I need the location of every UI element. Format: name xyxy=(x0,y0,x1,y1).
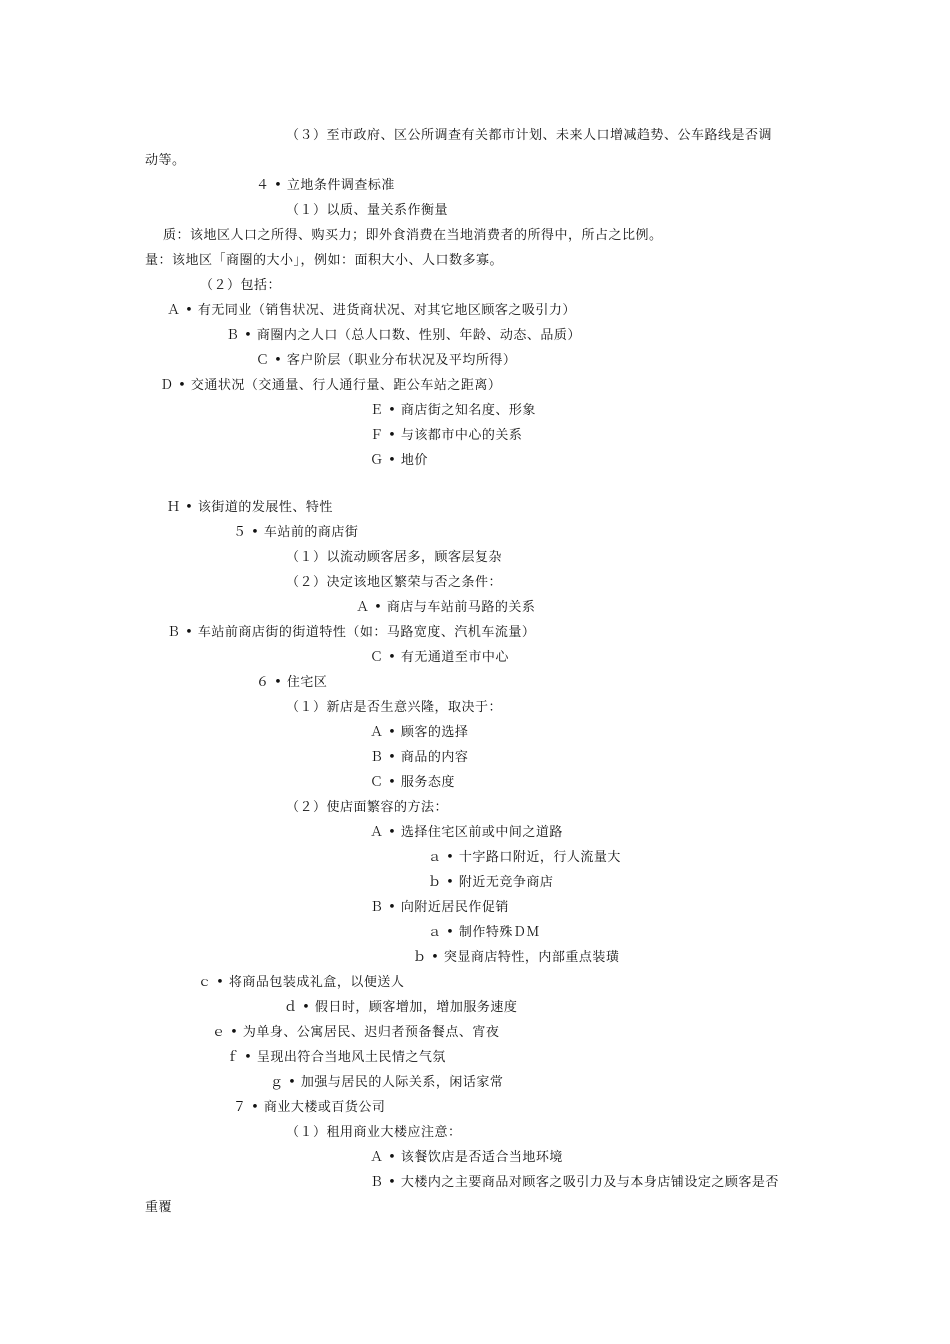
section-heading: ５ • 车站前的商店街 xyxy=(233,525,359,540)
list-item: ｂ • 附近无竞争商店 xyxy=(428,875,554,890)
list-item: Ａ • 选择住宅区前或中间之道路 xyxy=(370,825,563,840)
text-line: （１）以质、量关系作衡量 xyxy=(286,203,449,218)
list-item: Ｅ • 商店街之知名度、形象 xyxy=(370,403,536,418)
list-item: Ｂ • 向附近居民作促销 xyxy=(370,900,509,915)
list-item: Ｃ • 服务态度 xyxy=(370,775,455,790)
list-item: Ｃ • 客户阶层（职业分布状况及平均所得） xyxy=(256,353,517,368)
list-item: ａ • 制作特殊ＤＭ xyxy=(428,925,540,940)
text-line: 量：该地区「商圈的大小」，例如：面积大小、人口数多寡。 xyxy=(145,253,504,268)
list-item: Ａ • 该餐饮店是否适合当地环境 xyxy=(370,1150,563,1165)
list-item: ａ • 十字路口附近，行人流量大 xyxy=(428,850,621,865)
section-heading: ７ • 商业大楼或百货公司 xyxy=(233,1100,386,1115)
text-line: （２）使店面繁容的方法： xyxy=(286,800,449,815)
text-line: （１）新店是否生意兴隆，取决于： xyxy=(286,700,503,715)
list-item: Ｂ • 大楼内之主要商品对顾客之吸引力及与本身店铺设定之顾客是否 xyxy=(370,1175,779,1190)
list-item: Ｂ • 商品的内容 xyxy=(370,750,469,765)
text-line: （２）包括： xyxy=(200,278,282,293)
text-line: 动等。 xyxy=(145,153,186,168)
text-line: （１）以流动顾客居多，顾客层复杂 xyxy=(286,550,503,565)
list-item: Ａ • 有无同业（销售状况、进货商状况、对其它地区顾客之吸引力） xyxy=(167,303,576,318)
text-line: （１）租用商业大楼应注意： xyxy=(286,1125,462,1140)
section-heading: ６ • 住宅区 xyxy=(256,675,328,690)
list-item: Ｈ • 该街道的发展性、特性 xyxy=(167,500,333,515)
list-item: ｃ • 将商品包装成礼盒，以便送人 xyxy=(198,975,405,990)
list-item: ｅ • 为单身、公寓居民、迟归者预备餐点、宵夜 xyxy=(212,1025,500,1040)
text-line: （３）至市政府、区公所调查有关都市计划、未来人口增减趋势、公车路线是否调 xyxy=(286,128,773,143)
list-item: ｂ • 突显商店特性，内部重点装璜 xyxy=(413,950,620,965)
text-line: （２）决定该地区繁荣与否之条件： xyxy=(286,575,503,590)
list-item: ｄ • 假日时，顾客增加，增加服务速度 xyxy=(284,1000,518,1015)
list-item: Ｂ • 车站前商店街的街道特性（如：马路宽度、汽机车流量） xyxy=(167,625,536,640)
text-line: 质：该地区人口之所得、购买力；即外食消费在当地消费者的所得中，所占之比例。 xyxy=(163,228,663,243)
list-item: Ａ • 商店与车站前马路的关系 xyxy=(356,600,536,615)
list-item: ｆ • 呈现出符合当地风土民情之气氛 xyxy=(226,1050,446,1065)
section-heading: ４ • 立地条件调查标准 xyxy=(256,178,395,193)
text-line: 重覆 xyxy=(145,1200,173,1215)
list-item: Ｂ • 商圈内之人口（总人口数、性别、年龄、动态、品质） xyxy=(226,328,581,343)
list-item: Ｆ • 与该都市中心的关系 xyxy=(370,428,523,443)
list-item: Ａ • 顾客的选择 xyxy=(370,725,469,740)
list-item: ｇ • 加强与居民的人际关系，闲话家常 xyxy=(270,1075,504,1090)
list-item: Ｇ • 地价 xyxy=(370,453,428,468)
list-item: Ｄ • 交通状况（交通量、行人通行量、距公车站之距离） xyxy=(160,378,502,393)
list-item: Ｃ • 有无通道至市中心 xyxy=(370,650,509,665)
